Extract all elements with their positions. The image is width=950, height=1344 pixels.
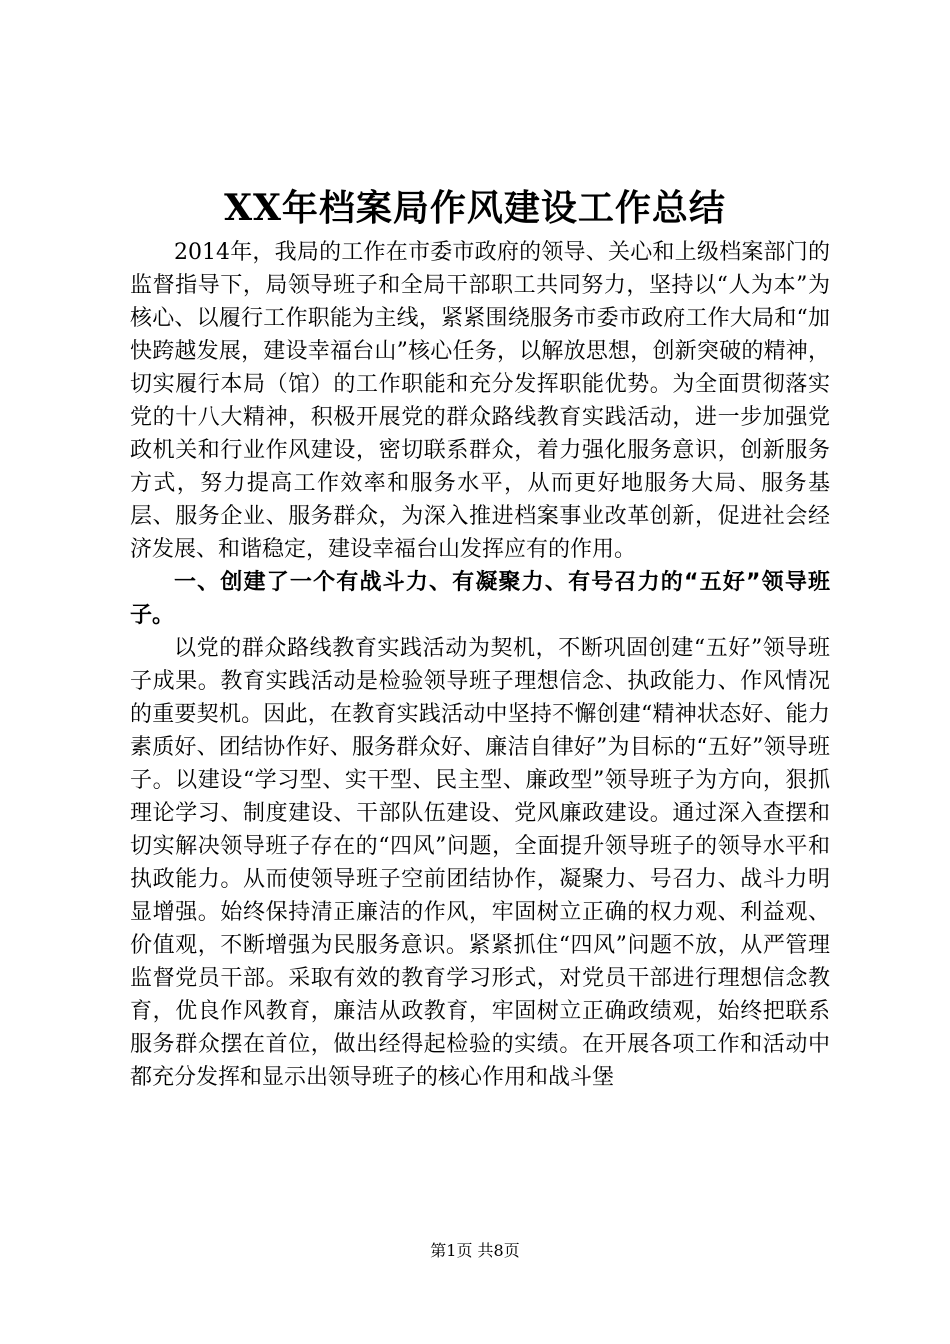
section-heading-1: 一、创建了一个有战斗力、有凝聚力、有号召力的“五好”领导班子。 [130, 570, 830, 628]
intro-paragraph: 2014年，我局的工作在市委市政府的领导、关心和上级档案部门的监督指导下，局领导班子和全局干部职工共同努力，坚持以“人为本”为核心、以履行工作职能为主线，紧紧围绕服务市委市政府工作大局和“加快跨越发展，建设幸福台山”核心任务，以解放思想，创新突破的精神，切实履行本局（馆）的工作职能和充分发挥职能优势。为全面贯彻落实党的十八大精神，积极开展党的群众路线教育实践活动，进一步加强党政机关和行业作风建设，密切联系群众，着力强化服务意识，创新服务方式，努力提高工作效率和服务水平，从而更好地服务大局、服务基层、服务企业、服务群众，为深入推进档案事业改革创新，促进社会经济发展、和谐稳定，建设幸福台山发挥应有的作用。 [130, 240, 830, 562]
document-body [130, 236, 830, 1094]
section-1-paragraph: 以党的群众路线教育实践活动为契机，不断巩固创建“五好”领导班子成果。教育实践活动是检验领导班子理想信念、执政能力、作风情况的重要契机。因此，在教育实践活动中坚持不懈创建“精神状态好、能力素质好、团结协作好、服务群众好、廉洁自律好”为目标的“五好”领导班子。以建设“学习型、实干型、民主型、廉政型”领导班子为方向，狠抓理论学习、制度建设、干部队伍建设、党风廉政建设。通过深入查摆和切实解决领导班子存在的“四风”问题，全面提升领导班子的领导水平和执政能力。从而使领导班子空前团结协作，凝聚力、号召力、战斗力明显增强。始终保持清正廉洁的作风，牢固树立正确的权力观、利益观、价值观，不断增强为民服务意识。紧紧抓住“四风”问题不放，从严管理监督党员干部。采取有效的教育学习形式，对党员干部进行理想信念教育，优良作风教育，廉洁从政教育，牢固树立正确政绩观，始终把联系服务群众摆在首位，做出经得起检验的实绩。在开展各项工作和活动中都充分发挥和显示出领导班子的核心作用和战斗堡 [130, 636, 830, 1090]
document-title: XX年档案局作风建设工作总结 [224, 187, 726, 229]
page-footer: 第1页 共8页 [430, 1241, 520, 1260]
